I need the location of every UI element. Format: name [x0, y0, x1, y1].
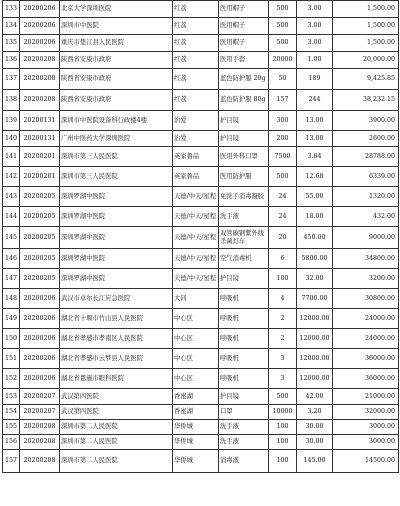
amount: 30800.00: [333, 289, 399, 309]
row-number: 134: [3, 18, 20, 35]
quantity: 4: [269, 289, 297, 309]
unit-price: 12000.00: [297, 349, 333, 369]
recipient-organization: 深圳罗湖中医院: [60, 207, 173, 227]
quantity: 500: [269, 167, 297, 187]
unit-price: 30.00: [297, 420, 333, 435]
table-row: [3, 187, 399, 207]
row-number: 144: [3, 207, 20, 227]
quantity: 50: [269, 69, 297, 90]
row-number: 155: [3, 420, 20, 435]
unit-price: 145.00: [297, 450, 333, 473]
quantity: 157: [269, 90, 297, 111]
supplier-name: 香蜜湖: [173, 405, 219, 420]
supplier-name: 红荔: [173, 90, 219, 111]
row-date: 20200205: [20, 187, 60, 207]
row-date: 20200206: [20, 18, 60, 35]
quantity: 3: [269, 369, 297, 389]
recipient-organization: 陕西省安康市政府: [60, 52, 173, 69]
unit-price: 3.00: [297, 18, 333, 35]
recipient-organization: 深圳市中医院: [60, 18, 173, 35]
item-name: 医用外科口罩: [219, 147, 269, 167]
item-name: 呼吸机: [219, 329, 269, 349]
recipient-organization: 湖北省孝感市云梦县人民医院: [60, 349, 173, 369]
table-row: [3, 227, 399, 249]
row-number: 138: [3, 90, 20, 111]
item-name: 消毒液: [219, 450, 269, 473]
row-number: 139: [3, 111, 20, 131]
table-row: [3, 69, 399, 90]
table-row: [3, 405, 399, 420]
item-name: 医用帽子: [219, 35, 269, 52]
table-row: [3, 309, 399, 329]
quantity: 200: [269, 131, 297, 147]
table-row: [3, 389, 399, 405]
unit-price: 450.00: [297, 227, 333, 249]
recipient-organization: 湖北省十堰市竹山县人民医院: [60, 309, 173, 329]
item-name: 空气消毒机: [219, 249, 269, 269]
supplier-name: 华侨城: [173, 435, 219, 450]
supplier-name: 红荔: [173, 1, 219, 18]
row-date: 20200208: [20, 69, 60, 90]
recipient-organization: 武汉第四医院: [60, 405, 173, 420]
ledger-body: [3, 1, 399, 473]
supplier-name: 天德/中天/星程: [173, 249, 219, 269]
table-row: [3, 329, 399, 349]
table-row: [3, 18, 399, 35]
supplier-name: 华侨城: [173, 450, 219, 473]
table-row: [3, 52, 399, 69]
row-date: 20200207: [20, 405, 60, 420]
unit-price: 3.84: [297, 147, 333, 167]
row-number: 137: [3, 69, 20, 90]
row-date: 20200206: [20, 329, 60, 349]
row-number: 146: [3, 249, 20, 269]
recipient-organization: 深圳市中医院设备科行政楼4楼: [60, 111, 173, 131]
item-name: 呼吸机: [219, 289, 269, 309]
amount: 21000.00: [333, 389, 399, 405]
recipient-organization: 陕西省安康市政府: [60, 69, 173, 90]
recipient-organization: 湖北省恩施市眼科医院: [60, 369, 173, 389]
quantity: 500: [269, 389, 297, 405]
row-number: 140: [3, 131, 20, 147]
quantity: 6: [269, 249, 297, 269]
amount: 1320.00: [333, 187, 399, 207]
row-date: 20200206: [20, 35, 60, 52]
table-row: [3, 420, 399, 435]
supplier-name: 英家鲁品: [173, 167, 219, 187]
supplier-name: 红荔: [173, 18, 219, 35]
table-row: [3, 131, 399, 147]
quantity: 300: [269, 111, 297, 131]
item-name: 蓝色防护服 20g: [219, 69, 269, 90]
row-date: 20200206: [20, 349, 60, 369]
row-number: 135: [3, 35, 20, 52]
recipient-organization: 深圳罗湖中医院: [60, 269, 173, 289]
amount: 6339.00: [333, 167, 399, 187]
supplier-name: 中心区: [173, 349, 219, 369]
table-row: [3, 1, 399, 18]
row-date: 20200205: [20, 269, 60, 289]
row-date: 20200206: [20, 369, 60, 389]
row-date: 20200206: [20, 1, 60, 18]
recipient-organization: 湖北省孝感市孝南区人民医院: [60, 329, 173, 349]
quantity: 100: [269, 450, 297, 473]
supplier-name: 天德/中天/星程: [173, 207, 219, 227]
row-date: 20200208: [20, 435, 60, 450]
supplier-name: 中心区: [173, 369, 219, 389]
amount: 14500.00: [333, 450, 399, 473]
unit-price: 12000.00: [297, 309, 333, 329]
table-row: [3, 147, 399, 167]
table-row: [3, 35, 399, 52]
amount: 34800.00: [333, 249, 399, 269]
amount: 3200.00: [333, 269, 399, 289]
row-number: 148: [3, 289, 20, 309]
row-number: 156: [3, 435, 20, 450]
quantity: 2: [269, 329, 297, 349]
row-date: 20200205: [20, 227, 60, 249]
recipient-organization: 深圳市第二人民医院: [60, 450, 173, 473]
amount: 28788.00: [333, 147, 399, 167]
row-date: 20200208: [20, 90, 60, 111]
quantity: 20: [269, 227, 297, 249]
quantity: 2: [269, 309, 297, 329]
amount: 9,425.85: [333, 69, 399, 90]
recipient-organization: 陕西省安康市政府: [60, 90, 173, 111]
unit-price: 244: [297, 90, 333, 111]
quantity: 500: [269, 35, 297, 52]
item-name: 呼吸机: [219, 349, 269, 369]
item-name: 双管碳钢紫外线杀菌灯车: [219, 227, 269, 249]
amount: 3000.00: [333, 420, 399, 435]
table-row: [3, 450, 399, 473]
row-date: 20200205: [20, 249, 60, 269]
row-number: 133: [3, 1, 20, 18]
quantity: 24: [269, 207, 297, 227]
row-date: 20200207: [20, 389, 60, 405]
row-number: 143: [3, 187, 20, 207]
quantity: 3: [269, 349, 297, 369]
table-row: [3, 269, 399, 289]
amount: 2600.00: [333, 131, 399, 147]
row-number: 149: [3, 309, 20, 329]
item-name: 洗手液: [219, 435, 269, 450]
recipient-organization: 广州中医药大学深圳医院: [60, 131, 173, 147]
item-name: 护目镜: [219, 131, 269, 147]
amount: 1,500.00: [333, 18, 399, 35]
row-number: 141: [3, 147, 20, 167]
amount: 3000.00: [333, 435, 399, 450]
recipient-organization: 武汉市卓尔长江应急医院: [60, 289, 173, 309]
table-row: [3, 249, 399, 269]
row-number: 154: [3, 405, 20, 420]
table-row: [3, 207, 399, 227]
row-date: 20200201: [20, 147, 60, 167]
unit-price: 12000.00: [297, 369, 333, 389]
quantity: 500: [269, 1, 297, 18]
table-row: [3, 369, 399, 389]
unit-price: 5800.00: [297, 249, 333, 269]
table-row: [3, 167, 399, 187]
row-number: 152: [3, 369, 20, 389]
supplier-name: 治爱: [173, 131, 219, 147]
row-number: 147: [3, 269, 20, 289]
row-date: 20200208: [20, 420, 60, 435]
item-name: 医用帽子: [219, 18, 269, 35]
item-name: 医用帽子: [219, 1, 269, 18]
supplier-name: 英家鲁品: [173, 147, 219, 167]
unit-price: 7700.00: [297, 289, 333, 309]
supplier-name: 大同: [173, 289, 219, 309]
donation-ledger-table: [2, 0, 399, 473]
quantity: 100: [269, 420, 297, 435]
amount: 36000.00: [333, 349, 399, 369]
recipient-organization: 重庆市垫江县人民医院: [60, 35, 173, 52]
supplier-name: 中心区: [173, 329, 219, 349]
table-row: [3, 289, 399, 309]
item-name: 呼吸机: [219, 309, 269, 329]
recipient-organization: 深圳市第二人民医院: [60, 420, 173, 435]
recipient-organization: 武汉第四医院: [60, 389, 173, 405]
unit-price: 42.00: [297, 389, 333, 405]
quantity: 10000: [269, 405, 297, 420]
row-number: 145: [3, 227, 20, 249]
quantity: 500: [269, 18, 297, 35]
supplier-name: 天德/中天/星程: [173, 187, 219, 207]
amount: 36000.00: [333, 369, 399, 389]
unit-price: 1.00: [297, 52, 333, 69]
recipient-organization: 深圳罗湖中医院: [60, 227, 173, 249]
item-name: 洗手液: [219, 207, 269, 227]
recipient-organization: 北京大学深圳医院: [60, 1, 173, 18]
amount: 1,500.00: [333, 35, 399, 52]
row-number: 153: [3, 389, 20, 405]
item-name: 口罩: [219, 405, 269, 420]
item-name: 护目镜: [219, 111, 269, 131]
table-row: [3, 349, 399, 369]
row-date: 20200205: [20, 207, 60, 227]
unit-price: 13.00: [297, 131, 333, 147]
recipient-organization: 深圳罗湖中医院: [60, 249, 173, 269]
supplier-name: 华侨城: [173, 420, 219, 435]
recipient-organization: 深圳市第三人民医院: [60, 147, 173, 167]
supplier-name: 红荔: [173, 35, 219, 52]
row-date: 20200131: [20, 111, 60, 131]
row-date: 20200131: [20, 131, 60, 147]
amount: 32000.00: [333, 405, 399, 420]
quantity: 24: [269, 187, 297, 207]
row-date: 20200201: [20, 167, 60, 187]
item-name: 洗手液: [219, 420, 269, 435]
unit-price: 32.00: [297, 269, 333, 289]
row-date: 20200206: [20, 309, 60, 329]
item-name: 呼吸机: [219, 369, 269, 389]
table-row: [3, 435, 399, 450]
row-date: 20200206: [20, 289, 60, 309]
recipient-organization: 深圳罗湖中医院: [60, 187, 173, 207]
table-row: [3, 90, 399, 111]
supplier-name: 治爱: [173, 111, 219, 131]
item-name: 医用手套: [219, 52, 269, 69]
unit-price: 55.00: [297, 187, 333, 207]
recipient-organization: 深圳市第二人民医院: [60, 435, 173, 450]
item-name: 护目镜: [219, 269, 269, 289]
item-name: 蓝色防护服 80g: [219, 90, 269, 111]
supplier-name: 红荔: [173, 52, 219, 69]
supplier-name: 中心区: [173, 309, 219, 329]
amount: 9000.00: [333, 227, 399, 249]
item-name: 护目镜: [219, 389, 269, 405]
supplier-name: 天德/中天/星程: [173, 227, 219, 249]
unit-price: 3.20: [297, 405, 333, 420]
row-date: 20200208: [20, 52, 60, 69]
amount: 1,500.00: [333, 1, 399, 18]
unit-price: 13.00: [297, 111, 333, 131]
row-number: 136: [3, 52, 20, 69]
amount: 20,000.00: [333, 52, 399, 69]
row-number: 142: [3, 167, 20, 187]
item-name: 免洗手消毒凝胶: [219, 187, 269, 207]
amount: 3900.00: [333, 111, 399, 131]
unit-price: 189: [297, 69, 333, 90]
amount: 24000.00: [333, 329, 399, 349]
unit-price: 3.00: [297, 35, 333, 52]
unit-price: 3.00: [297, 1, 333, 18]
item-name: 医用防护服: [219, 167, 269, 187]
row-number: 151: [3, 349, 20, 369]
supplier-name: 红荔: [173, 69, 219, 90]
supplier-name: 天德/中天/星程: [173, 269, 219, 289]
quantity: 100: [269, 435, 297, 450]
amount: 432.00: [333, 207, 399, 227]
unit-price: 30.00: [297, 435, 333, 450]
row-date: 20200208: [20, 450, 60, 473]
amount: 38,232.15: [333, 90, 399, 111]
row-number: 157: [3, 450, 20, 473]
quantity: 7500: [269, 147, 297, 167]
table-row: [3, 111, 399, 131]
unit-price: 12000.00: [297, 329, 333, 349]
unit-price: 18.00: [297, 207, 333, 227]
unit-price: 12.68: [297, 167, 333, 187]
supplier-name: 香蜜湖: [173, 389, 219, 405]
quantity: 100: [269, 269, 297, 289]
quantity: 20000: [269, 52, 297, 69]
amount: 24000.00: [333, 309, 399, 329]
row-number: 150: [3, 329, 20, 349]
recipient-organization: 深圳市第三人民医院: [60, 167, 173, 187]
